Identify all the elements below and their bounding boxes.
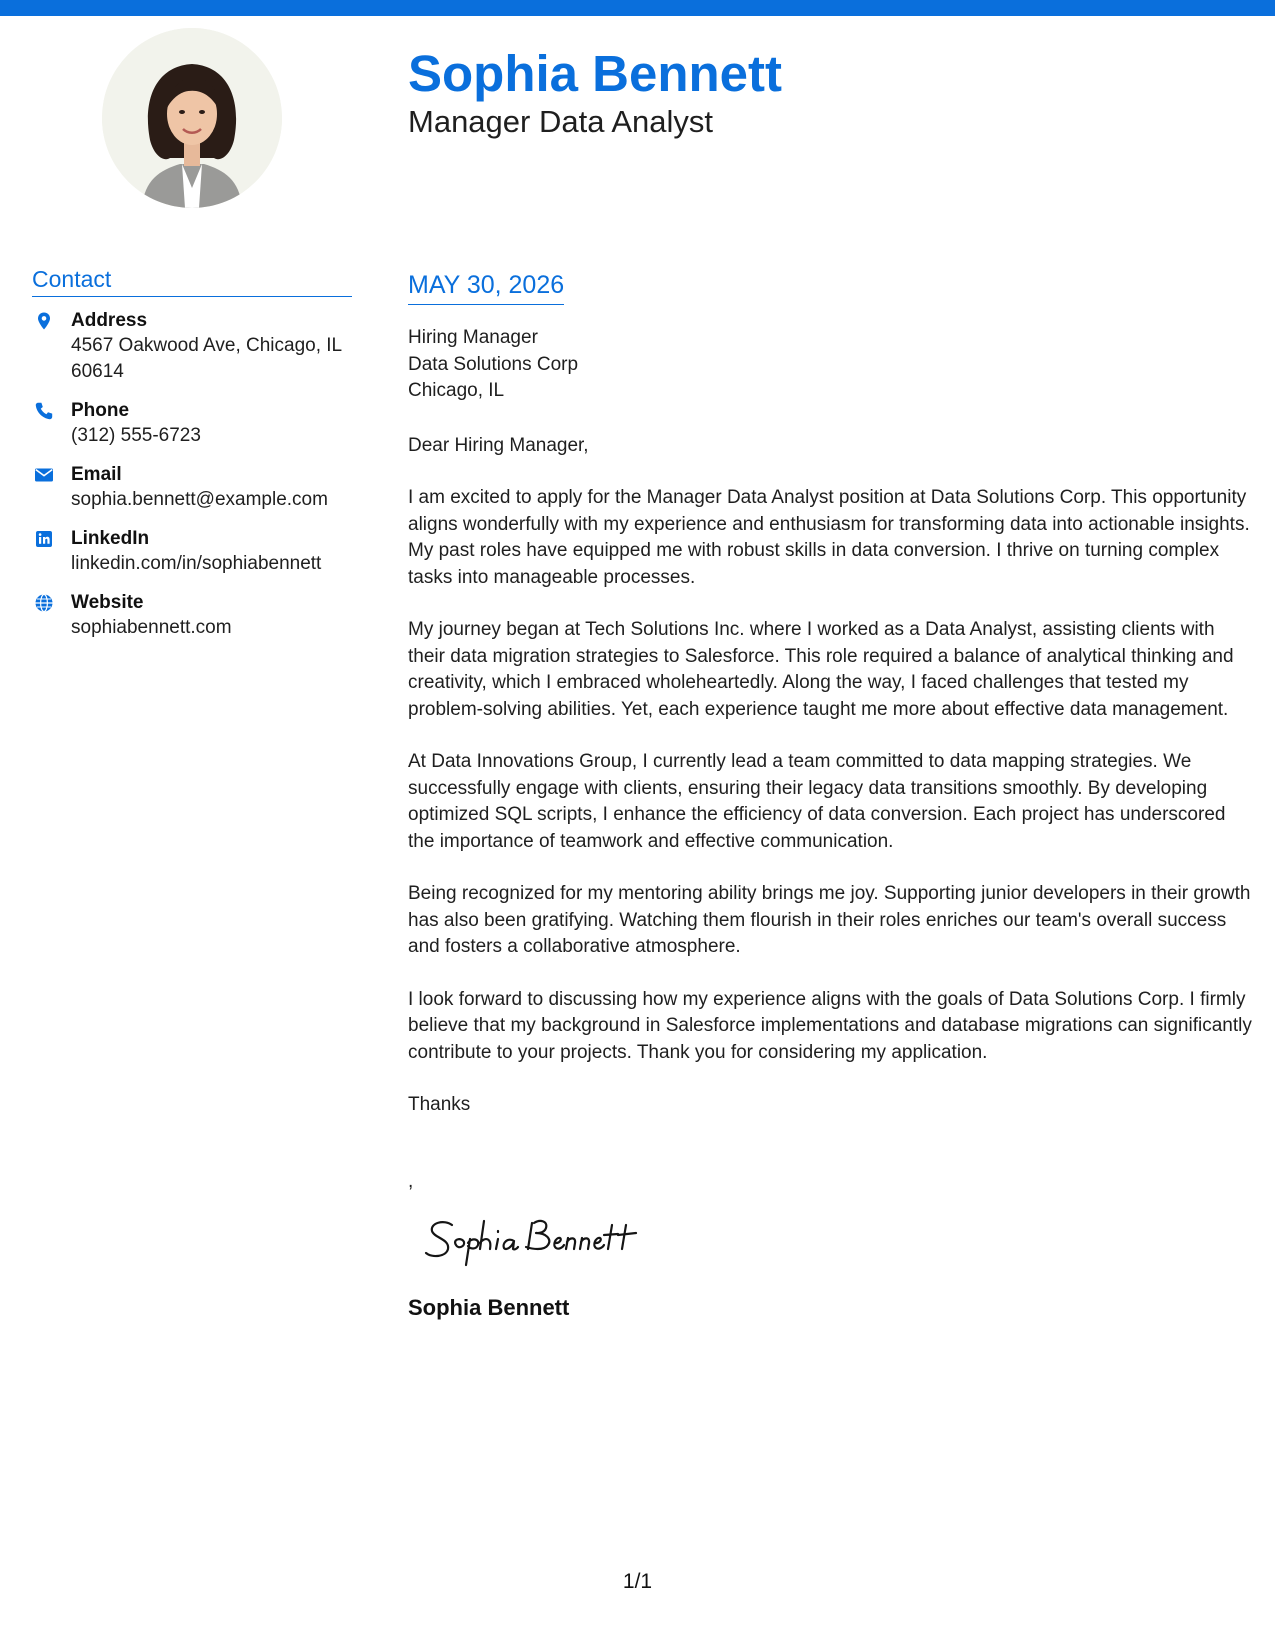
- contact-item-linkedin: [32, 527, 352, 577]
- letter-body: [408, 268, 1254, 1323]
- email-label: Email: [71, 464, 122, 485]
- signer-name: Sophia Bennett: [408, 1294, 570, 1320]
- address-value: 4567 Oakwood Ave, Chicago, IL 60614: [71, 335, 342, 382]
- email-value[interactable]: sophia.bennett@example.com: [71, 489, 328, 510]
- greeting: Dear Hiring Manager,: [408, 434, 589, 456]
- page-number: 1/1: [622, 1570, 653, 1593]
- address-label: Address: [71, 310, 148, 331]
- recipient-location: Chicago, IL: [408, 380, 505, 401]
- contact-sidebar: [32, 264, 352, 655]
- contact-list: [32, 309, 352, 641]
- contact-item-website: [32, 591, 352, 641]
- profile-photo: [102, 28, 282, 208]
- website-label: Website: [71, 592, 144, 613]
- recipient-company: Data Solutions Corp: [408, 353, 579, 375]
- contact-item-address: [32, 309, 352, 385]
- website-value[interactable]: sophiabennett.com: [71, 617, 232, 638]
- linkedin-label: LinkedIn: [71, 528, 150, 549]
- linkedin-icon: [34, 529, 54, 549]
- contact-heading: Contact: [32, 264, 352, 297]
- body-paragraph: My journey began at Tech Solutions Inc. where I worked as a Data Analyst, assisting clients with their data migration strategies to Salesforce. This role required a balance of analytical thinking and creativity, which I embraced wholeheartedly. Along the way, I faced challenges that tested my problem-solving abilities. Yet, each experience taught me more about effective data management.: [408, 619, 1234, 720]
- contact-item-email: [32, 463, 352, 513]
- phone-label: Phone: [71, 400, 130, 421]
- closing-comma: ,: [408, 1170, 414, 1192]
- body-paragraph: At Data Innovations Group, I currently lead a team committed to data mapping strategies. We successfully engage with clients, ensuring their legacy data transitions smoothly. By developing optimized SQL scripts, I enhance the efficiency of data conversion. Each project has underscored the importance of teamwork and effective communication.: [408, 751, 1226, 852]
- letter-date: MAY 30, 2026: [408, 268, 564, 305]
- top-accent-bar: [0, 0, 1275, 16]
- recipient-name: Hiring Manager: [408, 327, 538, 348]
- phone-icon: [34, 401, 54, 421]
- contact-item-phone: [32, 399, 352, 449]
- recipient-block: [408, 325, 1254, 405]
- phone-value: (312) 555-6723: [71, 425, 201, 446]
- body-paragraph: I look forward to discussing how my experience aligns with the goals of Data Solutions Corp. I firmly believe that my background in Salesforce implementations and database migrations can significantly contribute to your projects. Thank you for considering my application.: [408, 988, 1252, 1063]
- handwritten-signature: [422, 1209, 662, 1271]
- linkedin-value[interactable]: linkedin.com/in/sophiabennett: [71, 553, 322, 574]
- globe-icon: [34, 593, 54, 613]
- job-title: Manager Data Analyst: [408, 104, 714, 139]
- envelope-icon: [34, 465, 54, 485]
- closing: Thanks: [408, 1094, 471, 1115]
- location-pin-icon: [34, 311, 54, 331]
- body-paragraph: I am excited to apply for the Manager Data Analyst position at Data Solutions Corp. This opportunity aligns wonderfully with my experience and enthusiasm for transforming data into actionable insights. My past roles have equipped me with robust skills in data conversion. I thrive on turning complex tasks into manageable processes.: [408, 487, 1250, 588]
- candidate-name: Sophia Bennett: [408, 45, 783, 102]
- body-paragraph: Being recognized for my mentoring ability brings me joy. Supporting junior developers in their growth has also been gratifying. Watching them flourish in their roles enriches our team's overall success and fosters a collaborative atmosphere.: [408, 883, 1251, 957]
